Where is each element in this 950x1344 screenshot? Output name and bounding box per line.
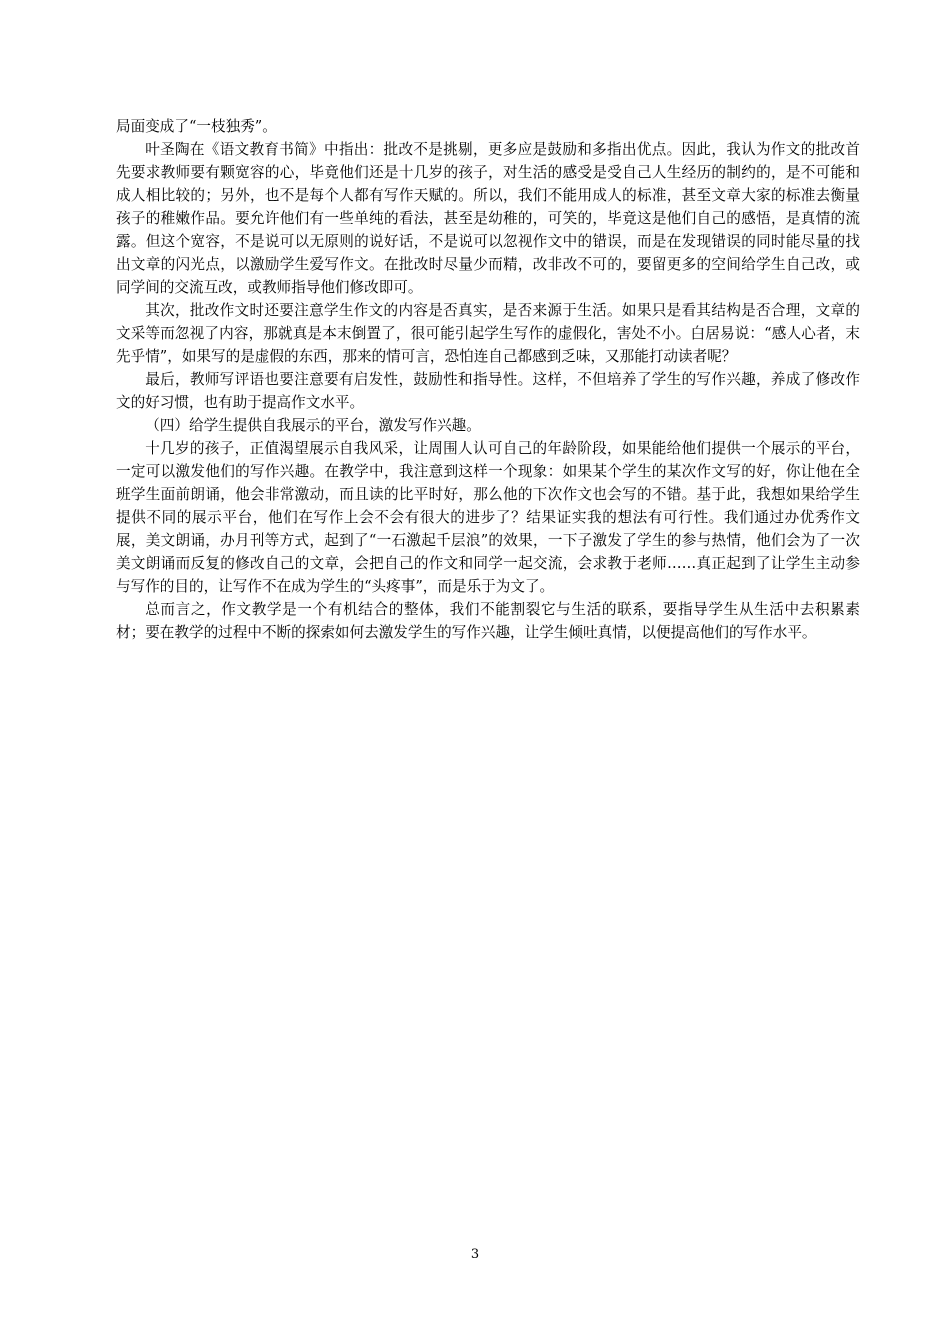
page-number: 3: [470, 1247, 480, 1262]
paragraph-final-point: 最后，教师写评语也要注意要有启发性，鼓励性和指导性。这样，不但培养了学生的写作兴趣，养成了修改作文的好习惯，也有助于提高作文水平。: [116, 371, 860, 411]
paragraph-conclusion: 总而言之，作文教学是一个有机结合的整体，我们不能割裂它与生活的联系，要指导学生从生活中去积累素材；要在教学的过程中不断的探索如何去激发学生的写作兴趣，让学生倾吐真情，以便提高他们的写作水平。: [116, 601, 860, 641]
paragraph-showcase-platform: 十几岁的孩子，正值渴望展示自我风采，让周围人认可自己的年龄阶段，如果能给他们提供一个展示的平台，一定可以激发他们的写作兴趣。在教学中，我注意到这样一个现象：如果某个学生的某次作文写的好，你让他在全班学生面前朗诵，他会非常激动，而且读的比平时好，那么他的下次作文也会写的不错。基于此，我想如果给学生提供不同的展示平台，他们在写作上会不会有很大的进步了？结果证实我的想法有可行性。我们通过办优秀作文展，美文朗诵，办月刊等方式，起到了“一石激起千层浪”的效果，一下子激发了学生的参与热情，他们会为了一次美文朗诵而反复的修改自己的文章，会把自己的作文和同学一起交流，会求教于老师……真正起到了让学生主动参与写作的目的，让写作不在成为学生的“头疼事”，而是乐于为文了。: [116, 440, 860, 595]
paragraph-ye-shengtao-quote: 叶圣陶在《语文教育书简》中指出：批改不是挑剔，更多应是鼓励和多指出优点。因此，我认为作文的批改首先要求教师要有颗宽容的心，毕竟他们还是十几岁的孩子，对生活的感受是受自己人生经历的制约的，是不可能和成人相比较的；另外，也不是每个人都有写作天赋的。所以，我们不能用成人的标准，甚至文章大家的标准去衡量孩子的稚嫩作品。要允许他们有一些单纯的看法，甚至是幼稚的，可笑的，毕竟这是他们自己的感悟，是真情的流露。但这个宽容，不是说可以无原则的说好话，不是说可以忽视作文中的错误，而是在发现错误的同时能尽量的找出文章的闪光点，以激励学生爱写作文。在批改时尽量少而精，改非改不可的，要留更多的空间给学生自己改，或同学间的交流互改，或教师指导他们修改即可。: [116, 141, 860, 296]
section-heading-four: （四）给学生提供自我展示的平台，激发写作兴趣。: [145, 417, 481, 434]
paragraph-second-point: 其次，批改作文时还要注意学生作文的内容是否真实，是否来源于生活。如果只是看其结构是否合理，文章的文采等而忽视了内容，那就真是本末倒置了，很可能引起学生写作的虚假化，害处不小。白居易说：“感人心者，末先乎情”，如果写的是虚假的东西，那来的情可言，恐怕连自己都感到乏味，又那能打动读者呢？: [116, 302, 860, 365]
paragraph-continuation: 局面变成了“一枝独秀”。: [116, 118, 277, 135]
document-body: [116, 115, 860, 644]
